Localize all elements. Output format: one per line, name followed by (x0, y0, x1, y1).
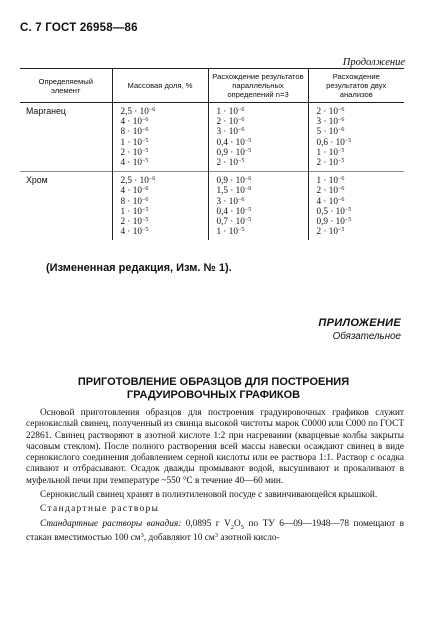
value-list (209, 106, 308, 167)
header-mass-fraction: Массовая доля, % (112, 69, 208, 103)
continuation-label: Продолжение (342, 57, 405, 68)
value-exponent: −5 (141, 157, 149, 164)
value-item (217, 106, 308, 116)
value-mantissa: 1 · 10 (120, 205, 142, 216)
value-mantissa: 3 · 10 (216, 126, 238, 137)
value-exponent: −5 (337, 147, 345, 154)
value-item (121, 216, 208, 226)
value-exponent: −5 (344, 206, 352, 213)
value-exponent: −6 (148, 107, 156, 113)
value-item (317, 137, 405, 147)
value-item (121, 116, 208, 126)
value-exponent: −6 (244, 176, 252, 183)
value-cell (208, 103, 308, 172)
value-mantissa: 0,5 · 10 (316, 205, 345, 216)
value-mantissa: 0,4 · 10 (216, 136, 245, 147)
value-item (121, 206, 208, 216)
results-table (20, 68, 404, 240)
value-mantissa: 2,5 · 10 (120, 175, 149, 186)
value-mantissa: 0,4 · 10 (216, 205, 245, 216)
value-mantissa: 2 · 10 (316, 156, 338, 167)
value-item (317, 175, 405, 185)
value-item (317, 216, 405, 226)
section-title-line1: ПРИГОТОВЛЕНИЕ ОБРАЗЦОВ ДЛЯ ПОСТРОЕНИЯ (77, 376, 350, 388)
vanadium-label: Стандартные растворы ванадия: (40, 518, 182, 529)
p3-text-3: по ТУ 6—09—1948—78 помещают в стакан вместимостью 100 см (26, 518, 404, 543)
p3-sub-1: 2 (230, 523, 235, 531)
value-mantissa: 1 · 10 (216, 106, 238, 116)
body-text (26, 408, 404, 544)
edited-note: (Измененная редакция, Изм. № 1). (46, 262, 232, 274)
value-item (121, 196, 208, 206)
p3-text-1: 0,0895 г V (181, 518, 231, 529)
value-mantissa: 2 · 10 (120, 215, 142, 226)
value-exponent: −5 (141, 227, 149, 234)
value-exponent: −6 (237, 196, 245, 203)
paragraph-1: Основой приготовления образцов для построения градуировочных графиков служит сернокислый свинец, полученный из свинца высокой чистоты марок С0000 или С000 по ГОСТ 22861. Свинец растворяют в азотной кислоте 1:2 при нагревании (кварцевые колбы закрыты часовым стеклом). После полного растворения всей массы навески осаждают свинец в виде сернокислого соединения добавлением серной кислоты или ее раствора 1:1. Раствор с осадка сливают и отбрасывают. Осадок дважды промывают водой, высушивают и прокаливают в муфельной печи при температуре ~550 °С в течение 40—60 мин. (26, 408, 404, 486)
element-name: Хром (20, 172, 112, 241)
value-item (217, 185, 308, 195)
value-item (217, 147, 308, 157)
value-item (217, 137, 308, 147)
value-list (113, 106, 208, 167)
value-mantissa: 1 · 10 (216, 226, 238, 237)
value-cell (208, 172, 308, 241)
value-mantissa: 4 · 10 (120, 185, 142, 196)
value-exponent: −6 (337, 117, 345, 124)
value-mantissa: 2 · 10 (316, 106, 338, 116)
value-exponent: −5 (244, 216, 252, 223)
value-mantissa: 0,9 · 10 (316, 215, 345, 226)
value-mantissa: 1 · 10 (316, 146, 338, 157)
header-two-analyses-discrepancy: Расхождение результатов двух анализов (308, 69, 404, 103)
value-item (121, 106, 208, 116)
value-item (121, 226, 208, 236)
value-exponent: −6 (141, 186, 149, 193)
value-exponent: −5 (337, 157, 345, 164)
value-mantissa: 4 · 10 (120, 156, 142, 167)
value-item (121, 185, 208, 195)
value-mantissa: 0,9 · 10 (216, 175, 245, 186)
value-mantissa: 8 · 10 (120, 126, 142, 137)
value-list (309, 106, 405, 167)
header-element: Определяемый элемент (20, 69, 112, 103)
header-parallel-discrepancy: Расхождение результатов параллельных определений n=3 (208, 69, 308, 103)
value-item (121, 147, 208, 157)
value-mantissa: 2 · 10 (216, 116, 238, 127)
value-exponent: −6 (237, 107, 245, 113)
value-exponent: −6 (337, 127, 345, 134)
value-exponent: −5 (141, 206, 149, 213)
p3-text-2: O (234, 518, 241, 529)
value-cell (308, 172, 404, 241)
value-mantissa: 1 · 10 (316, 175, 338, 186)
value-cell (308, 103, 404, 172)
value-mantissa: 0,9 · 10 (216, 146, 245, 157)
value-exponent: −6 (337, 107, 345, 113)
value-item (217, 226, 308, 236)
value-item (317, 126, 405, 136)
value-exponent: −5 (344, 137, 352, 144)
paragraph-3 (26, 519, 404, 544)
value-item (217, 175, 308, 185)
value-item (121, 157, 208, 167)
value-item (217, 126, 308, 136)
value-item (121, 137, 208, 147)
value-exponent: −6 (141, 127, 149, 134)
value-item (317, 206, 405, 216)
value-mantissa: 2 · 10 (216, 156, 238, 167)
value-item (121, 126, 208, 136)
value-list (209, 175, 308, 236)
value-item (217, 206, 308, 216)
table-header-row (20, 69, 404, 103)
value-exponent: −5 (337, 227, 345, 234)
p3-text-5: азотной кисло- (218, 532, 280, 543)
value-exponent: −6 (337, 186, 345, 193)
value-item (317, 106, 405, 116)
value-item (317, 185, 405, 195)
value-mantissa: 4 · 10 (120, 116, 142, 127)
value-exponent: −5 (141, 216, 149, 223)
value-mantissa: 2 · 10 (120, 146, 142, 157)
p3-sup-1: 3 (140, 531, 144, 539)
appendix-subtitle: Обязательное (332, 331, 401, 342)
standard-solutions-heading (26, 504, 404, 515)
value-mantissa: 4 · 10 (316, 195, 338, 206)
value-cell (112, 103, 208, 172)
value-mantissa: 1,5 · 10 (216, 185, 245, 196)
value-cell (112, 172, 208, 241)
value-mantissa: 5 · 10 (316, 126, 338, 137)
value-exponent: −6 (237, 127, 245, 134)
value-exponent: −6 (337, 176, 345, 183)
value-exponent: −6 (141, 117, 149, 124)
table-row (20, 172, 404, 241)
value-item (217, 196, 308, 206)
value-list (113, 175, 208, 236)
value-item (317, 116, 405, 126)
value-list (309, 175, 405, 236)
element-name: Марганец (26, 106, 66, 116)
section-title (0, 376, 427, 402)
value-exponent: −5 (244, 137, 252, 144)
value-item (317, 147, 405, 157)
value-exponent: −6 (244, 186, 252, 193)
value-mantissa: 1 · 10 (120, 136, 142, 147)
value-mantissa: 3 · 10 (216, 195, 238, 206)
p3-sub-2: 5 (240, 523, 245, 531)
value-mantissa: 2 · 10 (316, 226, 338, 237)
appendix-block (318, 317, 401, 342)
value-exponent: −6 (148, 176, 156, 183)
value-item (317, 196, 405, 206)
value-mantissa: 2 · 10 (316, 185, 338, 196)
value-item (217, 116, 308, 126)
value-item (317, 157, 405, 167)
value-exponent: −5 (244, 147, 252, 154)
value-item (217, 157, 308, 167)
value-exponent: −6 (237, 117, 245, 124)
value-mantissa: 4 · 10 (120, 226, 142, 237)
value-exponent: −5 (244, 206, 252, 213)
page-header: С. 7 ГОСТ 26958—86 (20, 22, 138, 34)
value-exponent: −6 (337, 196, 345, 203)
value-item (121, 175, 208, 185)
value-item (317, 226, 405, 236)
value-exponent: −5 (344, 216, 352, 223)
value-mantissa: 0,7 · 10 (216, 215, 245, 226)
value-exponent: −5 (237, 157, 245, 164)
table-row (20, 103, 404, 172)
value-mantissa: 8 · 10 (120, 195, 142, 206)
value-mantissa: 0,6 · 10 (316, 136, 345, 147)
standard-solutions-label: Стандартные растворы (40, 504, 160, 515)
value-item (217, 216, 308, 226)
value-exponent: −6 (141, 196, 149, 203)
p3-text-4: , добавляют 10 см (143, 532, 215, 543)
value-mantissa: 3 · 10 (316, 116, 338, 127)
value-exponent: −5 (141, 137, 149, 144)
p3-sup-2: 3 (214, 531, 219, 539)
section-title-line2: ГРАДУИРОВОЧНЫХ ГРАФИКОВ (126, 389, 301, 401)
appendix-title: ПРИЛОЖЕНИЕ (318, 317, 401, 329)
value-mantissa: 2,5 · 10 (120, 106, 149, 116)
value-exponent: −5 (237, 227, 245, 234)
paragraph-2: Сернокислый свинец хранят в полиэтиленовой посуде с завинчивающейся крышкой. (40, 490, 378, 501)
value-exponent: −5 (141, 147, 149, 154)
